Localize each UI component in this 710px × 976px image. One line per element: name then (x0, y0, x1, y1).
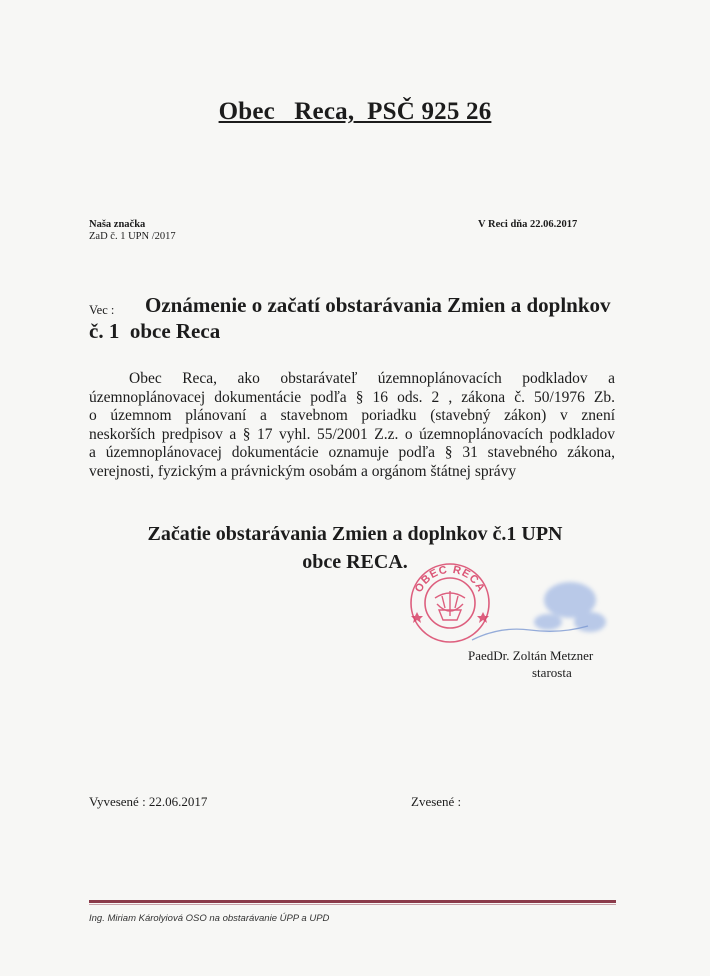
document-date: V Reci dňa 22.06.2017 (478, 219, 578, 230)
reference-value: ZaD č. 1 UPN /2017 (89, 231, 176, 242)
stamp-text: OBEC RECA (412, 563, 488, 595)
removed-date: Zvesené : (411, 794, 462, 809)
announcement-heading-line-2: obce RECA. (302, 551, 408, 573)
footer-text: Ing. Miriam Károlyiová OSO na obstarávanie ÚPP a UPD (89, 913, 330, 924)
body-line: o územnom plánovaní a stavebnom poriadku (stavebný zákon) v znení (89, 407, 615, 424)
posted-date: Vyvesené : 22.06.2017 (89, 794, 208, 809)
footer-divider (89, 900, 616, 903)
body-line: verejnosti, fyzickým a právnickým osobám a orgánom štátnej správy (89, 462, 517, 480)
reference-label: Naša značka (89, 219, 146, 230)
signature (470, 560, 610, 650)
body-line: Obec Reca, ako obstarávateľ územnoplánovacích podkladov a (129, 370, 615, 387)
page-title: Obec Reca, PSČ 925 26 (218, 98, 492, 125)
footer-divider-thin (89, 904, 616, 905)
body-line: a územnoplánovacej dokumentácie oznamuje podľa § 31 stavebného zákona, (89, 444, 615, 461)
body-line: územnoplánovacej dokumentácie podľa § 16 ods. 2 , zákona č. 50/1976 Zb. (89, 388, 615, 406)
body-line: neskorších predpisov a § 17 vyhl. 55/2001 Z.z. o územnoplánovacích podkladov (89, 425, 615, 443)
subject-line-2: č. 1 obce Reca (89, 319, 221, 343)
subject-label: Vec : (89, 303, 115, 317)
announcement-heading-line-1: Začatie obstarávania Zmien a doplnkov č.1 UPN (147, 523, 563, 545)
signatory-name: PaedDr. Zoltán Metzner (468, 648, 594, 663)
signatory-role: starosta (532, 665, 572, 680)
subject-line-1: Oznámenie o začatí obstarávania Zmien a doplnkov (145, 293, 611, 317)
body-paragraph (89, 370, 615, 481)
